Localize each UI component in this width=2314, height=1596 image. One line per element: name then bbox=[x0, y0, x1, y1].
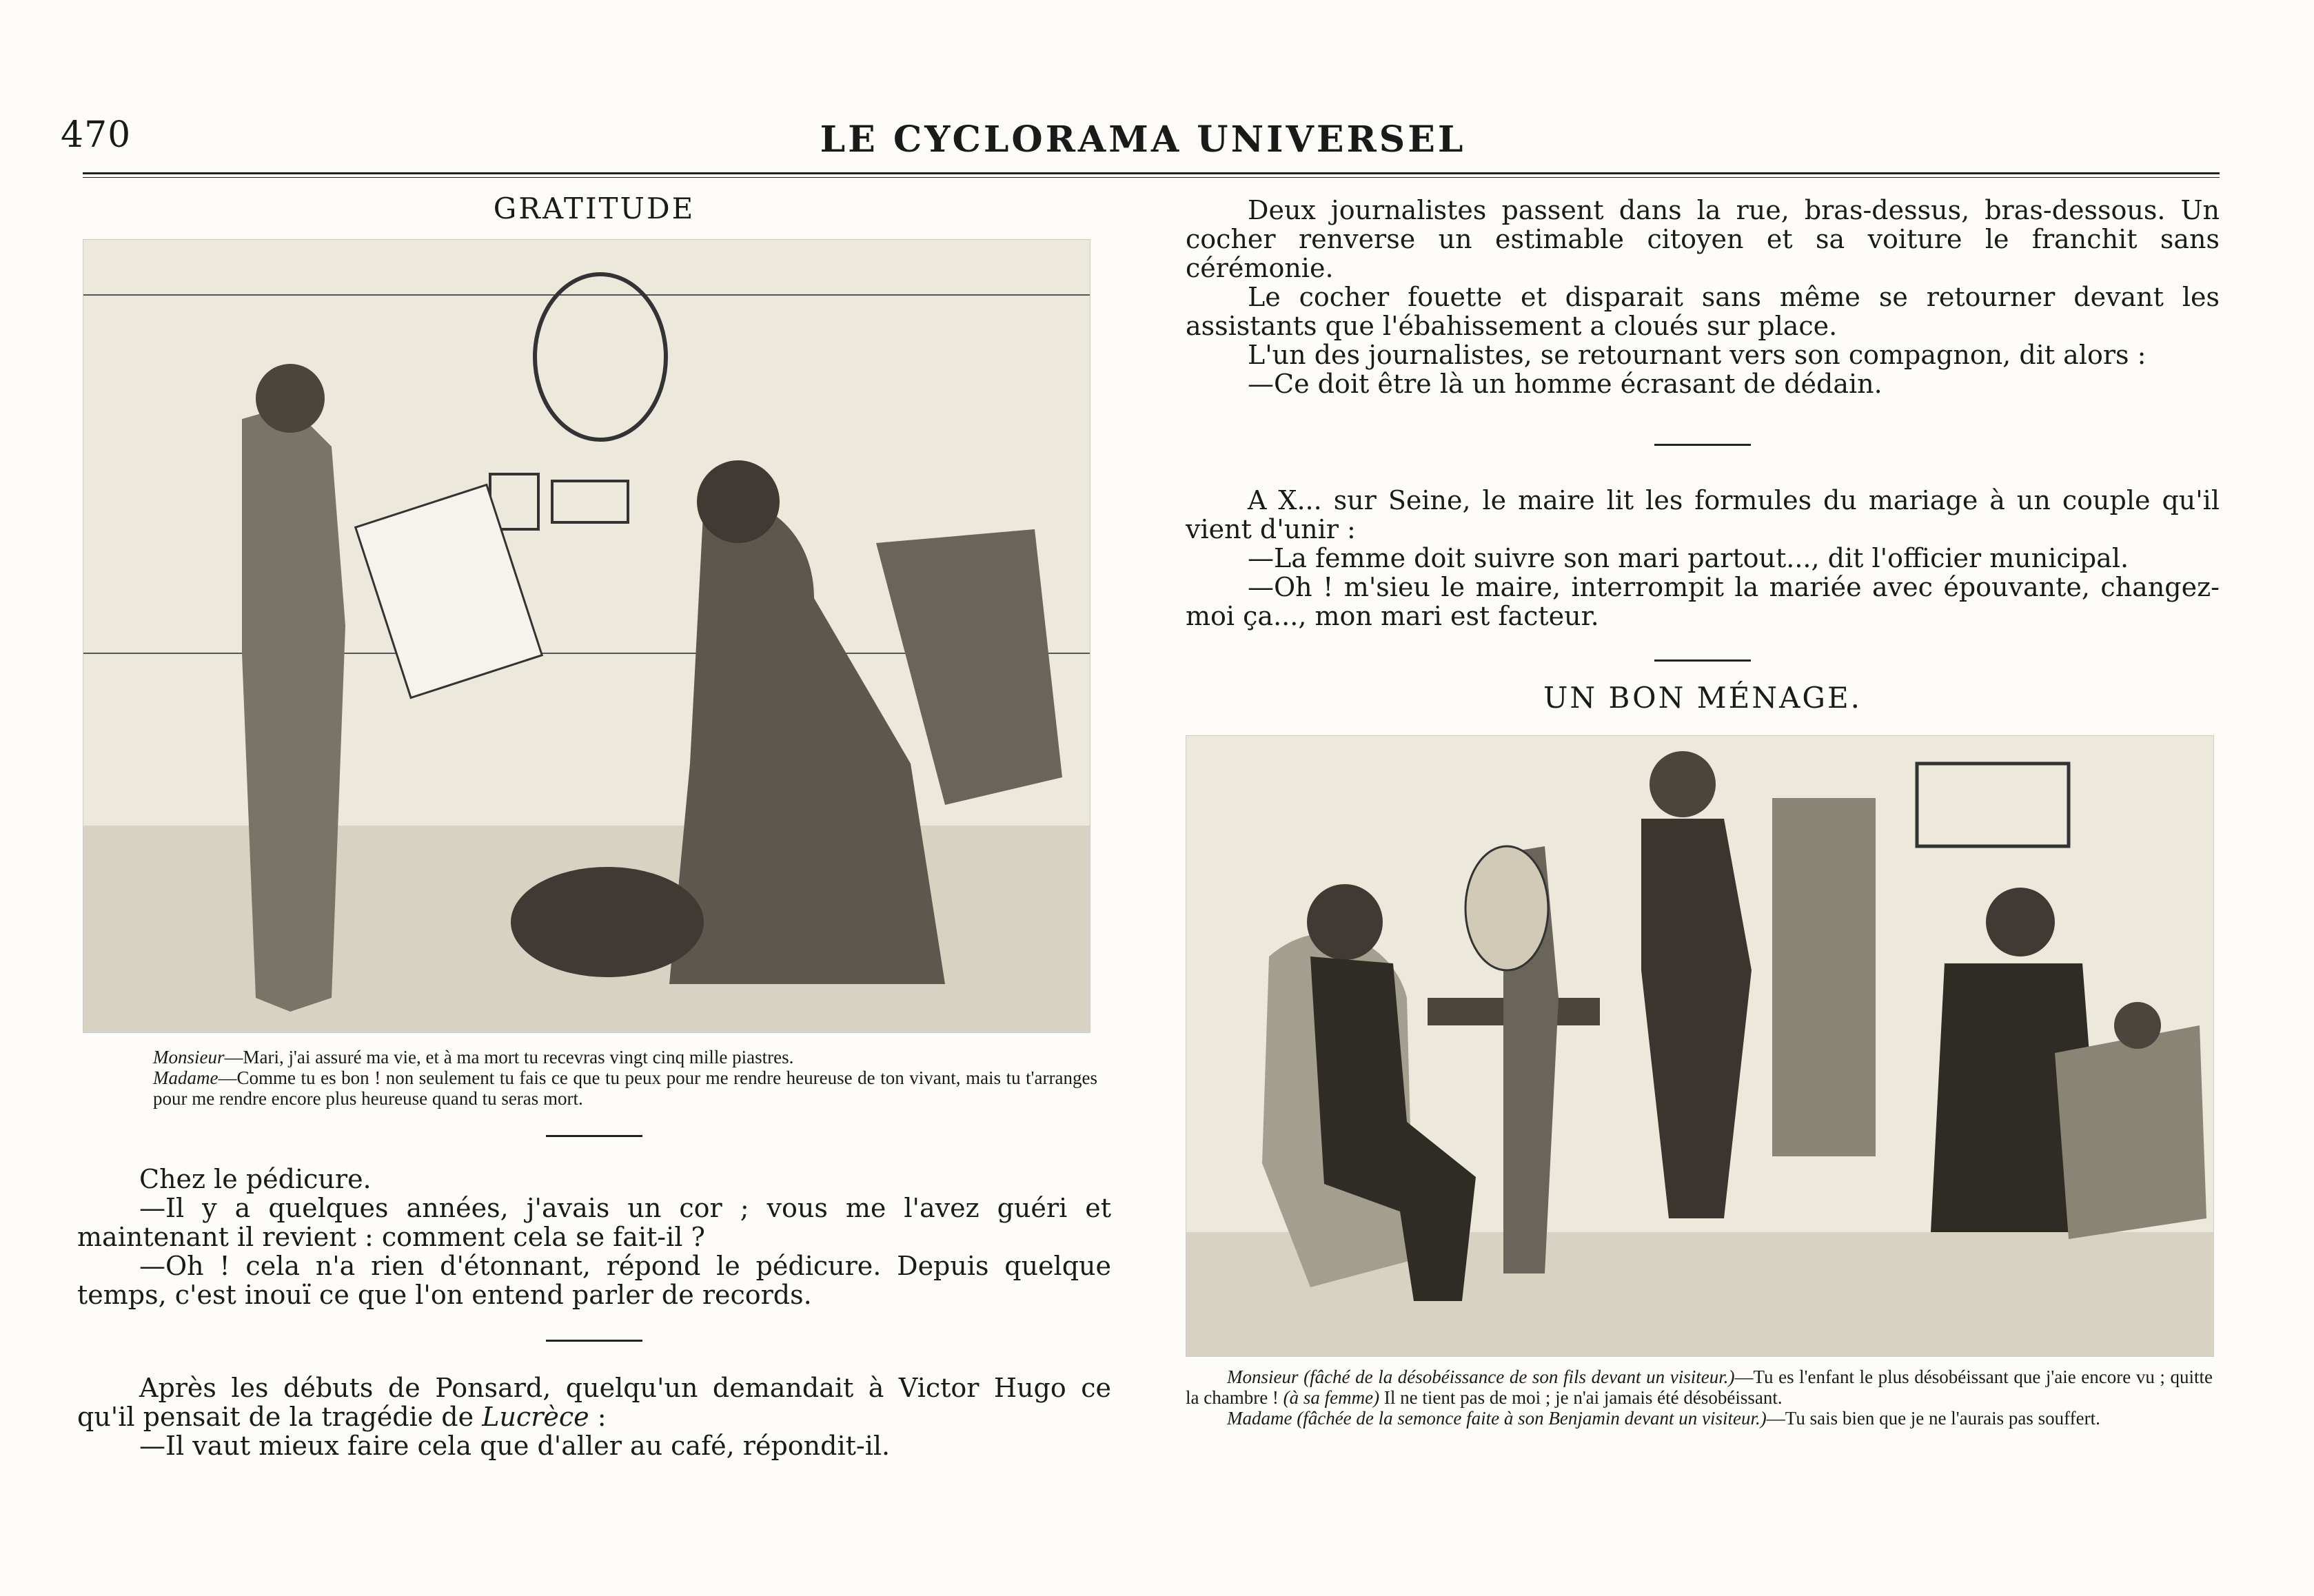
caption-text: Il ne tient pas de moi ; je n'ai jamais été désobéissant. bbox=[1379, 1387, 1783, 1408]
left-column bbox=[77, 185, 1111, 1460]
caption-text: —Mari, j'ai assuré ma vie, et à ma mort tu recevras vingt cinq mille piastres. bbox=[224, 1047, 794, 1067]
gratitude-caption-line2 bbox=[105, 1067, 1097, 1109]
paragraph: —Il y a quelques années, j'avais un cor ; vous me l'avez guéri et maintenant il revient : comment cela se fait-il ? bbox=[77, 1193, 1111, 1252]
caption-speaker: Madame (fâchée de la semonce faite à son Benjamin devant un visiteur.) bbox=[1227, 1408, 1767, 1429]
paragraph: L'un des journalistes, se retournant vers son compagnon, dit alors : bbox=[1248, 340, 2146, 370]
menage-illustration bbox=[1186, 735, 2214, 1357]
mariage-anecdote bbox=[1186, 486, 2220, 631]
menage-title: UN BON MÉNAGE. bbox=[1543, 681, 1862, 715]
paragraph: —Oh ! cela n'a rien d'étonnant, répond le pédicure. Depuis quelque temps, c'est inouï ce que l'on entend parler de records. bbox=[77, 1251, 1111, 1310]
hugo-anecdote bbox=[77, 1373, 1111, 1460]
pedicure-anecdote bbox=[77, 1165, 1111, 1309]
gratitude-caption-line1 bbox=[105, 1047, 1097, 1067]
paragraph bbox=[77, 1373, 1111, 1431]
work-title: Lucrèce bbox=[482, 1402, 589, 1432]
gratitude-title: GRATITUDE bbox=[493, 192, 696, 225]
menage-engraving bbox=[1186, 736, 2213, 1356]
paragraph: Chez le pédicure. bbox=[139, 1164, 372, 1194]
paragraph: Le cocher fouette et disparait sans même se retourner devant les assistants que l'ébahissement a cloués sur place. bbox=[1186, 282, 2220, 341]
paragraph: —Il vaut mieux faire cela que d'aller au café, répondit-il. bbox=[139, 1431, 891, 1461]
paragraph: —La femme doit suivre son mari partout..., dit l'officier municipal. bbox=[1248, 543, 2129, 573]
page-number: 470 bbox=[61, 114, 132, 156]
section-divider bbox=[1654, 659, 1751, 662]
paragraph-text: Après les débuts de Ponsard, quelqu'un demandait à Victor Hugo ce qu'il pensait de la tragédie de bbox=[77, 1373, 1111, 1432]
caption-text: —Tu sais bien que je ne l'aurais pas souffert. bbox=[1766, 1408, 2100, 1429]
caption-text: —Comme tu es bon ! non seulement tu fais ce que tu peux pour me rendre heureuse de ton vivant, mais tu t'arranges pour me rendre encore plus heureuse quand tu seras mort. bbox=[153, 1067, 1097, 1109]
gratitude-caption bbox=[105, 1047, 1097, 1109]
header-rule bbox=[83, 172, 2220, 178]
section-divider bbox=[546, 1340, 642, 1342]
menage-caption bbox=[1186, 1367, 2213, 1429]
gratitude-engraving bbox=[83, 240, 1090, 1032]
page-header bbox=[61, 110, 2225, 172]
caption-text: —Tu es l'enfant le plus désobéissant que j'aie encore vu ; quitte la chambre ! bbox=[1186, 1367, 2213, 1408]
paragraph: —Ce doit être là un homme écrasant de dédain. bbox=[1248, 369, 1882, 399]
gratitude-illustration bbox=[83, 239, 1090, 1033]
paragraph: —Oh ! m'sieu le maire, interrompit la mariée avec épouvante, changez-moi ça..., mon mari est facteur. bbox=[1186, 572, 2220, 631]
paragraph-text: : bbox=[589, 1402, 607, 1432]
paragraph: A X... sur Seine, le maire lit les formules du mariage à un couple qu'il vient d'unir : bbox=[1186, 485, 2220, 544]
paragraph: Deux journalistes passent dans la rue, bras-dessus, bras-dessous. Un cocher renverse un estimable citoyen et sa voiture le franchit sans cérémonie. bbox=[1186, 195, 2220, 283]
caption-speaker: Madame bbox=[153, 1067, 219, 1088]
caption-speaker: Monsieur (fâché de la désobéissance de son fils devant un visiteur.) bbox=[1227, 1367, 1735, 1387]
journal-title: LE CYCLORAMA UNIVERSEL bbox=[820, 119, 1466, 161]
section-divider bbox=[546, 1135, 642, 1137]
caption-aside: (à sa femme) bbox=[1283, 1387, 1380, 1408]
menage-caption-line1 bbox=[1186, 1367, 2213, 1408]
section-divider bbox=[1654, 444, 1751, 446]
caption-speaker: Monsieur bbox=[153, 1047, 225, 1067]
menage-caption-line2 bbox=[1186, 1408, 2213, 1429]
journalists-anecdote bbox=[1186, 196, 2220, 398]
right-column bbox=[1186, 185, 2220, 1429]
